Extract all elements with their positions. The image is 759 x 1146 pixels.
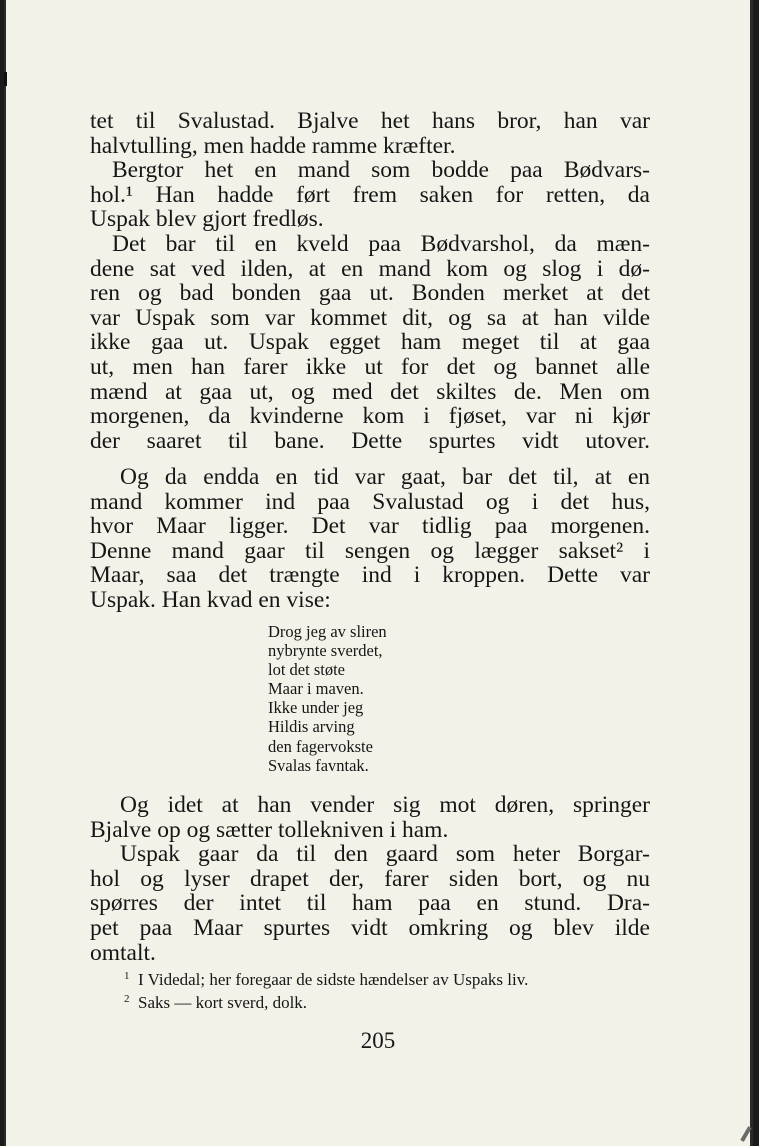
text-line: hol.¹ Han hadde ført frem saken for retten, da (90, 181, 650, 208)
text-line: morgenen, da kvinderne kom i fjøset, var ni kjør (90, 403, 650, 430)
text-line: Bergtor het en mand som bodde paa Bødvars- (112, 157, 650, 184)
footnote-marker: 1 (124, 970, 130, 982)
text-line: hol og lyser drapet der, farer siden bort, og nu (90, 865, 650, 892)
verse-line: den fagervokste (268, 736, 373, 756)
text-line: ikke gaa ut. Uspak egget ham meget til at gaa (90, 329, 650, 356)
text-line: Uspak gaar da til den gaard som heter Borgar- (120, 841, 650, 868)
text-line: der saaret til bane. Dette spurtes vidt utover. (90, 427, 650, 454)
text-line: mand kommer ind paa Svalustad og i det hus, (90, 488, 650, 515)
paragraph-group-2 (90, 465, 650, 613)
footnote-1 (124, 968, 659, 991)
text-line: Det bar til en kveld paa Bødvarshol, da mæn- (112, 230, 650, 257)
text-line: ut, men han farer ikke ut for det og bannet alle (90, 353, 650, 380)
footnote-marker: 2 (124, 993, 130, 1005)
footnote-2 (124, 991, 659, 1014)
verse-line: nybrynte sverdet, (268, 641, 383, 661)
text-line: Maar, saa det trængte ind i kroppen. Dette var (90, 562, 650, 589)
text-line: Og idet at han vender sig mot døren, springer (120, 792, 650, 818)
text-line: Bjalve op og sætter tollekniven i ham. (90, 816, 449, 843)
text-line: Uspak blev gjort fredløs. (90, 206, 324, 233)
verse-line: Svalas favntak. (268, 755, 369, 775)
text-line: hvor Maar ligger. Det var tidlig paa morgenen. (90, 513, 650, 540)
verse-block (268, 622, 528, 775)
text-line: omtalt. (90, 939, 156, 966)
footnote-text: Saks — kort sverd, dolk. (138, 993, 308, 1012)
text-line: halvtulling, men hadde ramme kræfter. (90, 132, 456, 159)
text-line: var Uspak som var kommet dit, og sa at han vilde (90, 304, 650, 331)
text-line: Denne mand gaar til sengen og lægger sakset² i (90, 537, 650, 564)
footnote-text: I Videdal; her foregaar de sidste hændelser av Uspaks liv. (138, 970, 529, 989)
verse-line: Drog jeg av sliren (268, 622, 387, 641)
text-line: dene sat ved ilden, at en mand kom og slog i dø- (90, 255, 650, 282)
verse-line: lot det støte (268, 660, 345, 680)
text-line: Og da endda en tid var gaat, bar det til, at en (120, 464, 650, 490)
text-line: spørres der intet til ham paa en stund. Dra- (90, 890, 650, 917)
paragraph-group-1 (90, 109, 650, 453)
scan-corner-mark (740, 1126, 751, 1142)
text-line: Uspak. Han kvad en vise: (90, 586, 331, 613)
footnotes (124, 968, 659, 1014)
page-number: 205 (360, 1028, 396, 1053)
verse-line: Ikke under jeg (268, 698, 364, 718)
verse-line: Hildis arving (268, 717, 355, 737)
text-line: ren og bad bonden gaa ut. Bonden merket at det (90, 280, 650, 307)
text-line: pet paa Maar spurtes vidt omkring og blev ilde (90, 914, 650, 941)
text-line: tet til Svalustad. Bjalve het hans bror, han var (90, 108, 650, 134)
paragraph-group-3 (90, 793, 650, 965)
book-page (4, 0, 753, 1146)
verse-line: Maar i maven. (268, 679, 364, 699)
scan-margin-mark (4, 72, 7, 86)
text-line: mænd at gaa ut, og med det skiltes de. Men om (90, 378, 650, 405)
